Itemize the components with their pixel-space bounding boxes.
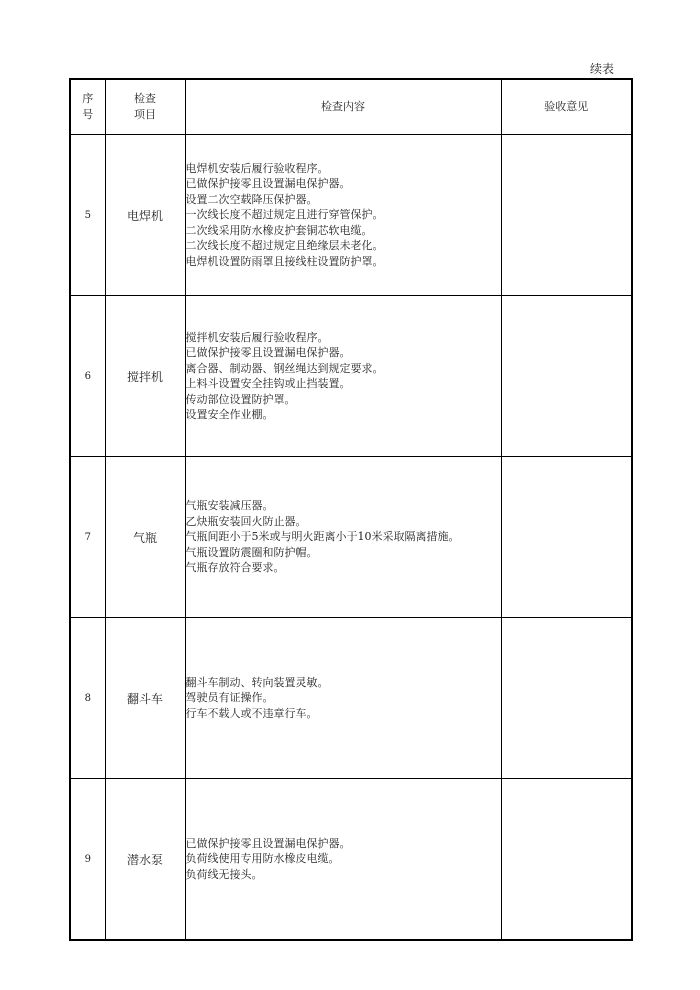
content-line: 一次线长度不超过规定且进行穿管保护。 — [185, 208, 384, 222]
header-no — [70, 79, 105, 135]
acceptance-opinion-cell — [501, 296, 632, 457]
content-line: 上料斗设置安全挂钩或止挡装置。 — [185, 377, 351, 390]
table-row — [70, 296, 632, 457]
inspection-content — [185, 135, 501, 296]
inspection-item: 搅拌机 — [105, 296, 185, 457]
acceptance-opinion-cell — [501, 618, 632, 779]
content-line: 二次线长度不超过规定且绝缘层未老化。 — [185, 239, 384, 253]
content-line: 搅拌机安装后履行验收程序。 — [185, 330, 329, 344]
content-line: 气瓶设置防震圈和防护帽。 — [185, 545, 318, 559]
header-item-line2: 项目 — [134, 108, 156, 121]
inspection-content — [185, 457, 501, 618]
row-number: 9 — [70, 779, 105, 941]
header-content: 检查内容 — [185, 79, 501, 135]
header-item-line1: 检查 — [134, 92, 156, 105]
acceptance-opinion-cell — [501, 457, 632, 618]
inspection-content — [185, 296, 501, 457]
table-row — [70, 457, 632, 618]
inspection-table — [69, 78, 633, 941]
content-line: 翻斗车制动、转向装置灵敏。 — [185, 675, 329, 689]
content-line: 行车不载人或不违章行车。 — [185, 706, 318, 720]
row-number: 6 — [70, 296, 105, 457]
content-line: 气瓶存放符合要求。 — [185, 561, 285, 575]
content-line: 离合器、制动器、钢丝绳达到规定要求。 — [185, 361, 384, 375]
table-header-row — [70, 79, 632, 135]
inspection-content — [185, 779, 501, 941]
inspection-item: 翻斗车 — [105, 618, 185, 779]
content-line: 电焊机安装后履行验收程序。 — [185, 161, 329, 175]
content-line: 传动部位设置防护罩。 — [185, 392, 296, 406]
content-line: 气瓶安装减压器。 — [185, 499, 274, 513]
content-line: 二次线采用防水橡皮护套铜芯软电缆。 — [185, 223, 373, 237]
inspection-item: 气瓶 — [105, 457, 185, 618]
content-line: 负荷线无接头。 — [185, 867, 263, 881]
header-item — [105, 79, 185, 135]
continued-label: 续表 — [589, 62, 614, 76]
row-number: 5 — [70, 135, 105, 296]
content-line: 电焊机设置防雨罩且接线柱设置防护罩。 — [185, 254, 384, 268]
acceptance-opinion-cell — [501, 779, 632, 941]
content-line: 乙炔瓶安装回火防止器。 — [185, 514, 307, 528]
content-line: 设置安全作业棚。 — [185, 408, 274, 421]
table-row — [70, 135, 632, 296]
content-line: 负荷线使用专用防水橡皮电缆。 — [185, 852, 340, 866]
header-opinion: 验收意见 — [501, 79, 632, 135]
row-number: 7 — [70, 457, 105, 618]
content-line: 设置二次空载降压保护器。 — [185, 192, 318, 206]
row-number: 8 — [70, 618, 105, 779]
header-no-line1: 序 — [82, 92, 94, 105]
inspection-content — [185, 618, 501, 779]
content-line: 驾驶员有证操作。 — [185, 691, 274, 705]
header-no-line2: 号 — [82, 108, 94, 121]
content-line: 已做保护接零且设置漏电保护器。 — [185, 177, 351, 191]
inspection-item: 电焊机 — [105, 135, 185, 296]
table-row — [70, 618, 632, 779]
content-line: 已做保护接零且设置漏电保护器。 — [185, 836, 351, 850]
acceptance-opinion-cell — [501, 135, 632, 296]
content-line: 气瓶间距小于5米或与明火距离小于10米采取隔离措施。 — [185, 530, 460, 544]
table-row — [70, 779, 632, 941]
inspection-item: 潜水泵 — [105, 779, 185, 941]
content-line: 已做保护接零且设置漏电保护器。 — [185, 346, 351, 359]
